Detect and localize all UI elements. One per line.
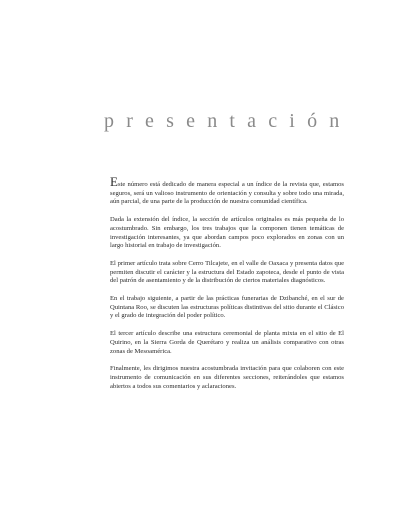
paragraph-6: Finalmente, les dirigimos nuestra acostumbrada invitación para que colaboren con este instrumento de comunicación en sus diferentes secciones, reiterándoles que estamos abiertos a todos sus comentarios y aclaraciones. [110,365,344,390]
paragraph-1: Este número está dedicado de manera especial a un índice de la revista que, estamos seguros, será un valioso instrumento de orientación y consulta y sobre todo una mirada, aún parcial, de una parte de la producción de nuestra comunidad científica. [110,174,344,206]
paragraph-5: El tercer artículo describe una estructura ceremonial de planta mixta en el sitio de El Quirino, en la Sierra Gorda de Querétaro y realiza un análisis comparativo con otras zonas de Mesoamérica. [110,330,344,355]
paragraph-4: En el trabajo siguiente, a partir de las prácticas funerarias de Dzibanché, en el sur de Quintana Roo, se discuten las estructuras políticas distintivas del sitio durante el Clásico y el grado de integración del poder político. [110,295,344,320]
page-title: presentación [104,110,352,132]
paragraph-2: Dada la extensión del índice, la sección de artículos originales es más pequeña de lo acostumbrado. Sin embargo, los tres trabajos que la componen tienen temáticas de investigación interesantes, ya que abordan campos poco explorados en zonas con un largo historial en trabajo de investigación. [110,216,344,250]
body-text [110,174,344,400]
paragraph-3: El primer artículo trata sobre Cerro Tilcajete, en el valle de Oaxaca y presenta datos que permiten discutir el carácter y la estructura del Estado zapoteca, desde el punto de vista del patrón de asentamiento y de la distribución de ciertos materiales diagnósticos. [110,259,344,285]
